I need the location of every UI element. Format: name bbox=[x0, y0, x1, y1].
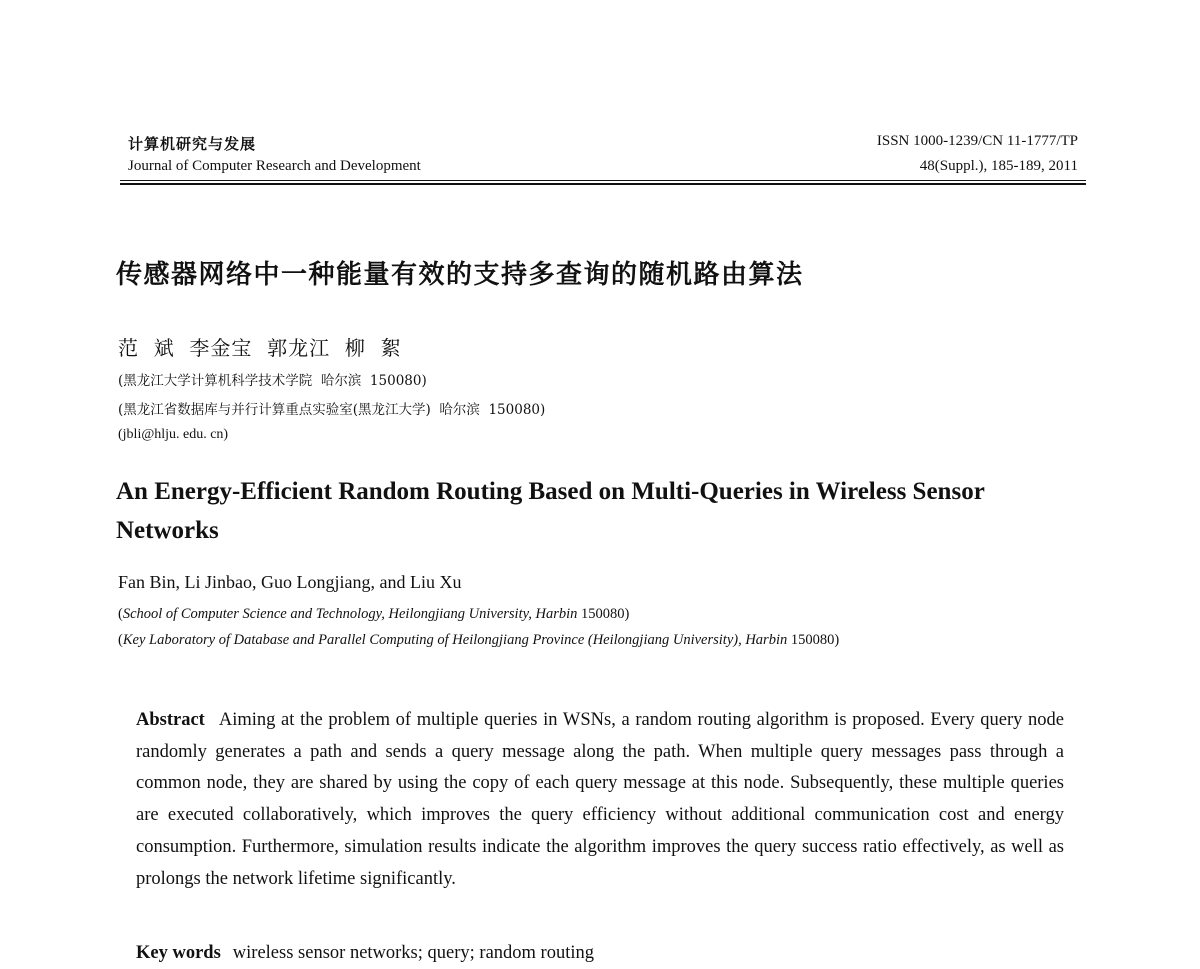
abstract-text: Aiming at the problem of multiple queries in WSNs, a random routing algorithm is proposed. Every query node randomly generates a path and sends a query message along the path. When multiple query messages pass through a common node, they are shared by using the copy of each query message at this node. Subsequently, these multiple queries are executed collaboratively, which improves the query efficiency without additional communication cost and energy consumption. Furthermore, simulation results indicate the algorithm improves the query success ratio effectively, as well as prolongs the network lifetime significantly. bbox=[136, 710, 1064, 889]
affiliation-chinese-1: (黑龙江大学计算机科学技术学院 哈尔滨 150080) bbox=[118, 373, 427, 389]
keywords bbox=[136, 938, 1064, 969]
author-email: (jbli@hlju. edu. cn) bbox=[118, 427, 229, 442]
authors-english: Fan Bin, Li Jinbao, Guo Longjiang, and Liu Xu bbox=[118, 572, 462, 592]
journal-name-english: Journal of Computer Research and Development bbox=[128, 158, 421, 174]
authors-chinese: 范 斌 李金宝 郭龙江 柳 絮 bbox=[118, 336, 402, 360]
affiliation-english-1-institution: School of Computer Science and Technology, Heilongjiang University, Harbin bbox=[122, 606, 578, 622]
header-rule-thin bbox=[120, 180, 1086, 181]
affiliation-english-2-code: 150080 bbox=[790, 632, 835, 648]
affiliation-english-2-institution: Key Laboratory of Database and Parallel Computing of Heilongjiang Province (Heilongjiang University), Harbin bbox=[122, 632, 788, 648]
issn: ISSN 1000-1239/CN 11-1777/TP bbox=[876, 133, 1078, 149]
volume-pages: 48(Suppl.), 185-189, 2011 bbox=[919, 158, 1078, 174]
header-rule-thick bbox=[120, 183, 1086, 185]
journal-name-chinese: 计算机研究与发展 bbox=[128, 135, 257, 153]
affiliation-english-1-code: 150080 bbox=[581, 606, 625, 622]
abstract bbox=[136, 705, 1064, 895]
paper-title-chinese: 传感器网络中一种能量有效的支持多查询的随机路由算法 bbox=[116, 260, 804, 290]
affiliation-chinese-2: (黑龙江省数据库与并行计算重点实验室(黑龙江大学) 哈尔滨 150080) bbox=[118, 402, 546, 418]
affiliation-english-1: (School of Computer Science and Technology, Heilongjiang University, Harbin 150080) bbox=[118, 606, 630, 622]
abstract-label: Abstract bbox=[136, 710, 205, 730]
keywords-text: wireless sensor networks; query; random routing bbox=[232, 943, 594, 963]
keywords-label: Key words bbox=[136, 943, 221, 963]
paper-title-english: An Energy-Efficient Random Routing Based on Multi-Queries in Wireless Sensor Networks bbox=[116, 478, 985, 544]
affiliation-english-2: (Key Laboratory of Database and Parallel Computing of Heilongjiang Province (Heilongjiang University), Harbin 150080) bbox=[118, 632, 840, 648]
